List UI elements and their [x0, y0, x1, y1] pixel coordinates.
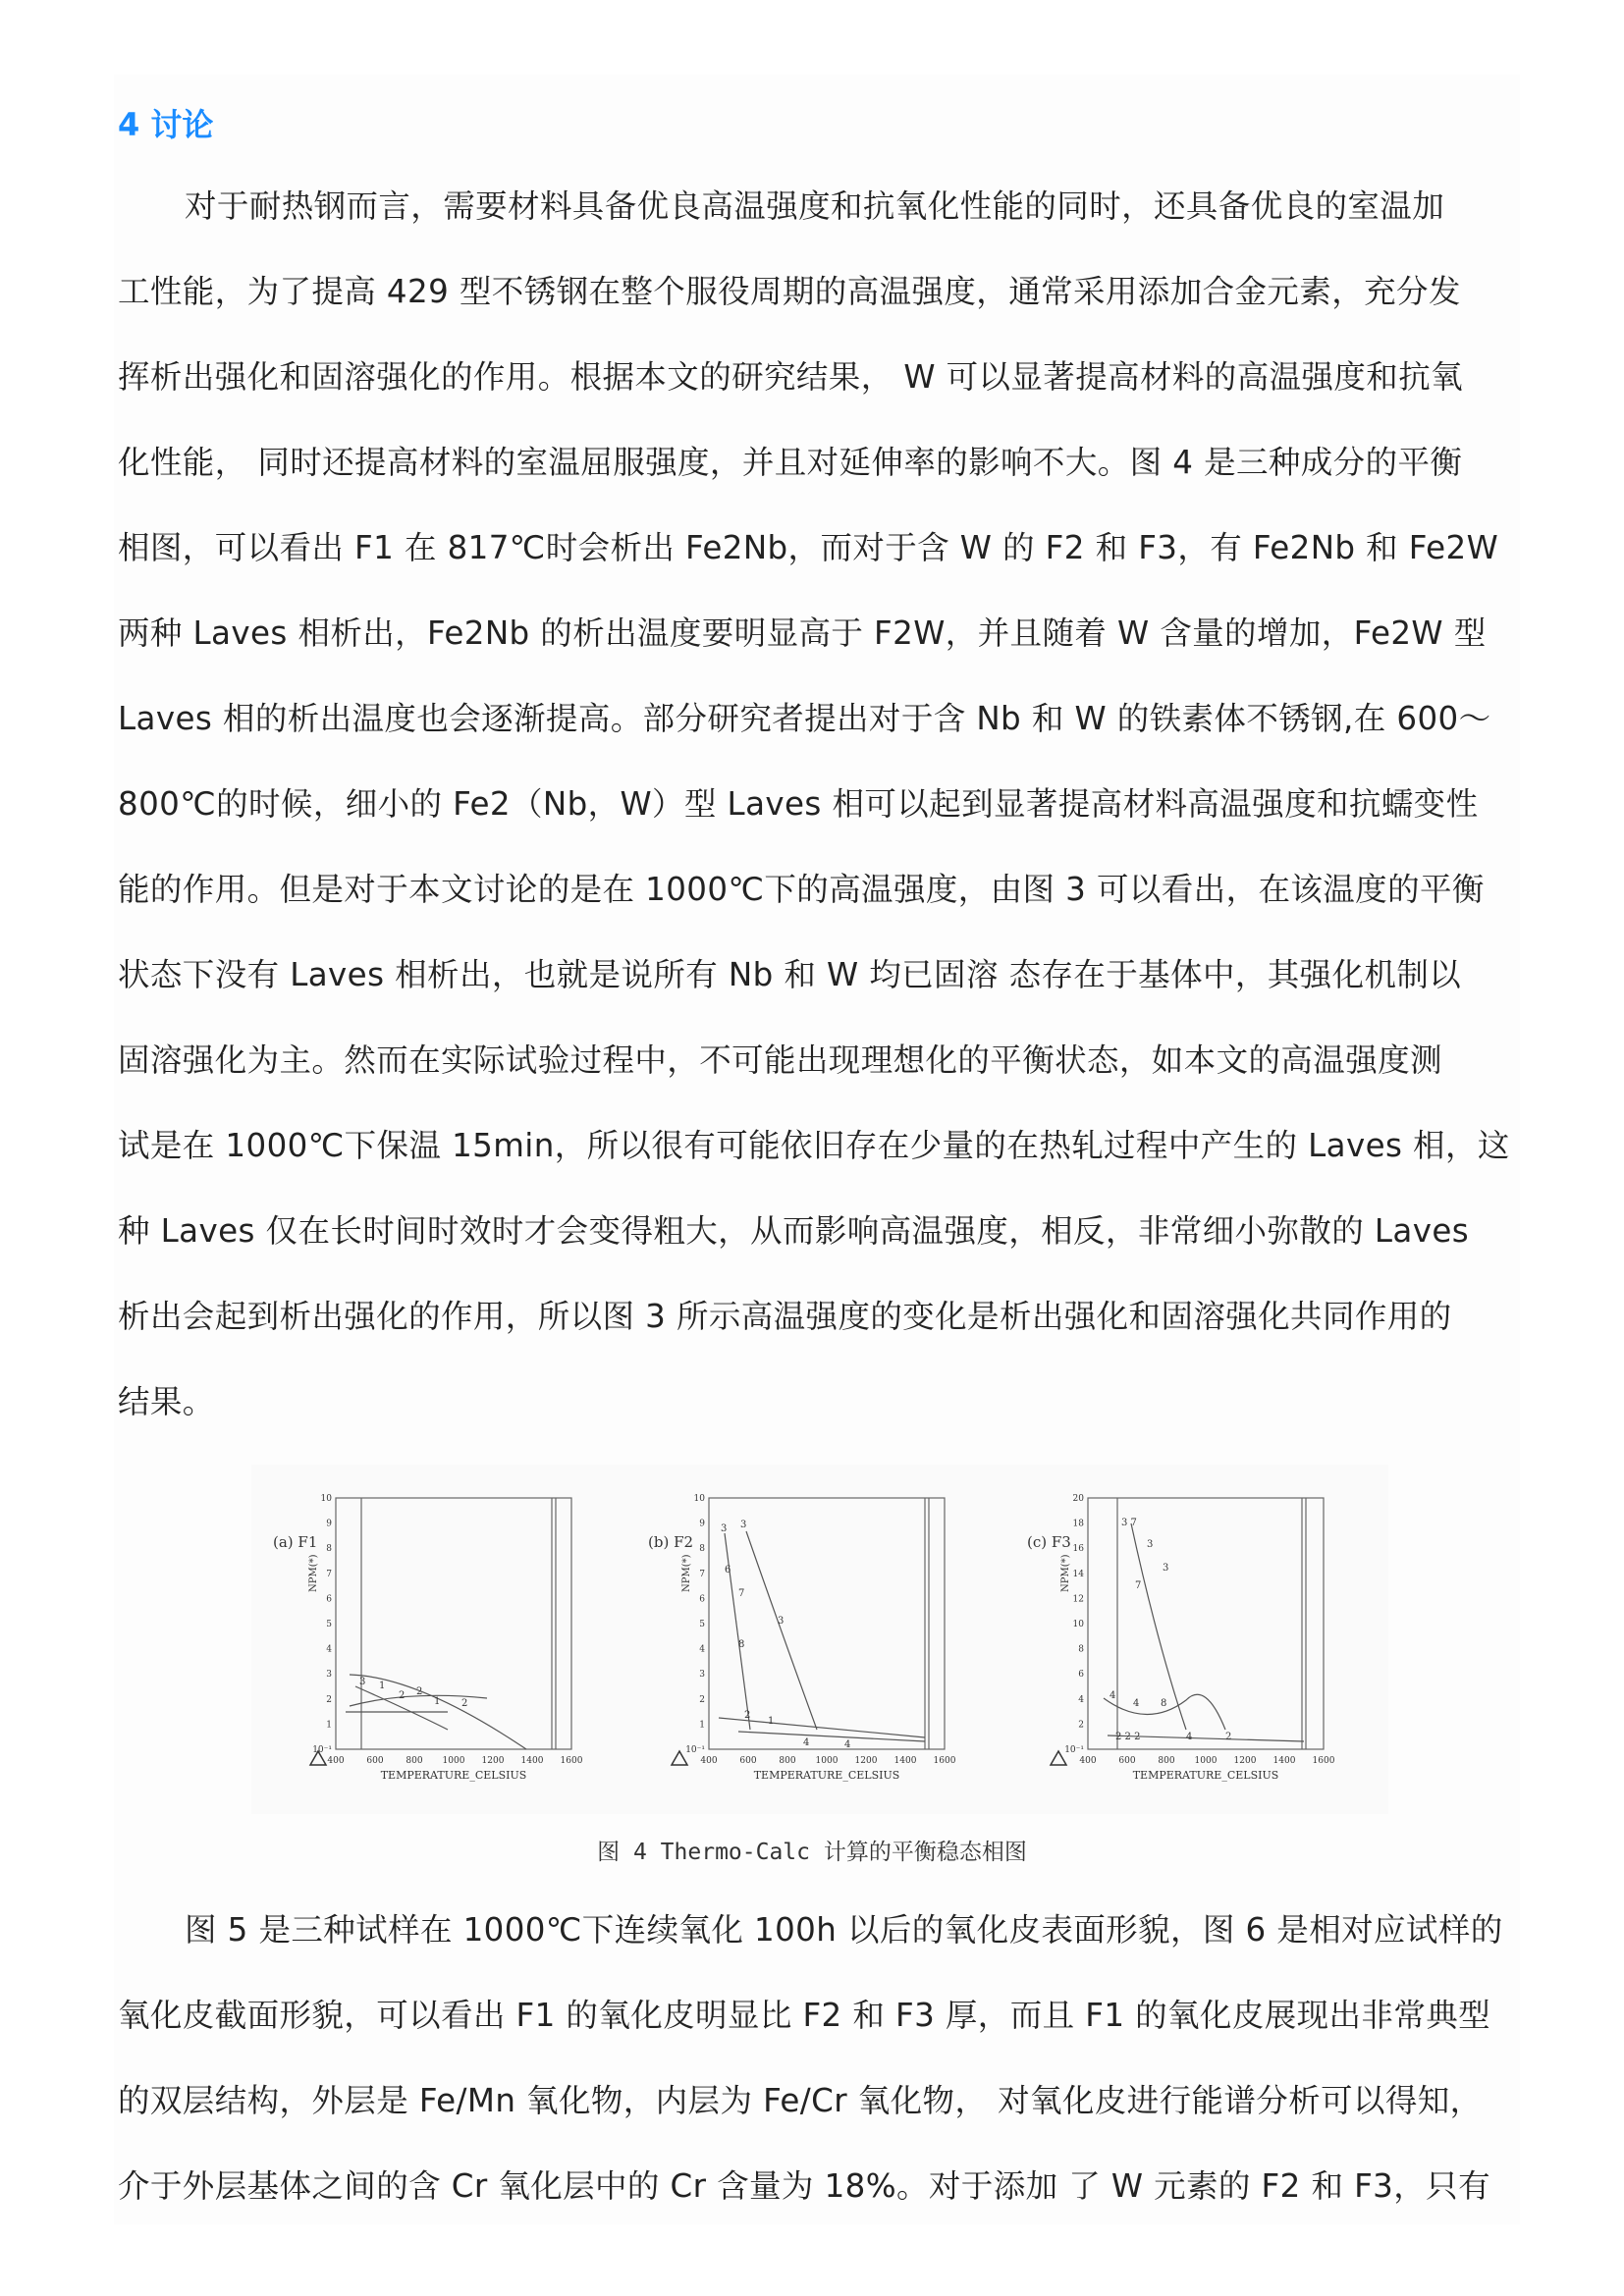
y-tick-label: 2 [699, 1694, 705, 1705]
y-tick-label: 5 [699, 1620, 705, 1629]
phase-diagram-f2 [630, 1465, 1009, 1814]
figure-4 [251, 1465, 1388, 1814]
y-tick-label: 7 [326, 1569, 332, 1579]
text-line: 试是在 1000℃下保温 15min，所以很有可能依旧存在少量的在热轧过程中产生的 Laves 相，这 [118, 1127, 1510, 1164]
y-tick-label: 10 [693, 1494, 705, 1504]
svg-text:4: 4 [1110, 1690, 1116, 1701]
svg-text:3: 3 [1163, 1563, 1169, 1574]
svg-text:4: 4 [803, 1737, 810, 1748]
section-heading: 4 讨论 [118, 106, 214, 143]
x-tick-label: 1000 [1194, 1756, 1218, 1766]
x-tick-label: 1200 [854, 1756, 878, 1766]
svg-text:2: 2 [1225, 1732, 1232, 1742]
x-tick-label: 1600 [1312, 1756, 1335, 1766]
svg-text:1: 1 [379, 1681, 386, 1691]
y-tick-label: 3 [699, 1670, 705, 1681]
text-line: 的双层结构，外层是 Fe/Mn 氧化物，内层为 Fe/Cr 氧化物， 对氧化皮进行能谱分析可以得知， [118, 2082, 1483, 2119]
y-tick-label: 3 [326, 1670, 332, 1681]
y-tick-label: 18 [1072, 1519, 1084, 1529]
x-tick-label: 1600 [560, 1756, 583, 1766]
x-tick-label: 1400 [520, 1756, 544, 1766]
panel-label: (c) F3 [1027, 1533, 1071, 1551]
text-line: 析出会起到析出强化的作用，所以图 3 所示高温强度的变化是析出强化和固溶强化共同作用的 [118, 1298, 1452, 1335]
x-tick-label: 400 [1079, 1756, 1097, 1766]
y-tick-label: 16 [1072, 1544, 1084, 1555]
svg-text:6: 6 [725, 1565, 731, 1575]
svg-text:8: 8 [738, 1639, 745, 1650]
svg-text:7: 7 [1135, 1580, 1142, 1591]
y-tick-label: 8 [699, 1544, 705, 1555]
y-tick-label: 4 [1078, 1694, 1084, 1705]
text-line: 氧化皮截面形貌，可以看出 F1 的氧化皮明显比 F2 和 F3 厚，而且 F1 的氧化皮展现出非常典型 [118, 1997, 1491, 2034]
x-tick-label: 400 [700, 1756, 718, 1766]
text-line: 结果。 [118, 1383, 215, 1420]
text-line: 化性能， 同时还提高材料的室温屈服强度，并且对延伸率的影响不大。图 4 是三种成分的平衡 [118, 444, 1463, 481]
y-tick-label: 20 [1072, 1494, 1084, 1504]
y-tick-label: 4 [699, 1644, 705, 1655]
svg-text:3: 3 [721, 1523, 728, 1534]
x-tick-label: 1000 [815, 1756, 839, 1766]
y-tick-label: 2 [326, 1694, 332, 1705]
y-tick-label: 10 [1072, 1620, 1084, 1629]
text-line: 两种 Laves 相析出，Fe2Nb 的析出温度要明显高于 F2W，并且随着 W 含量的增加，Fe2W 型 [118, 614, 1487, 652]
x-tick-label: 1200 [1233, 1756, 1257, 1766]
y-tick-label: 10⁻¹ [1064, 1745, 1084, 1755]
x-tick-label: 1400 [893, 1756, 917, 1766]
x-tick-label: 400 [327, 1756, 345, 1766]
x-axis-label: TEMPERATURE_CELSIUS [380, 1769, 527, 1782]
phase-diagram-f3 [1009, 1465, 1388, 1814]
phase-diagram-f1 [251, 1465, 630, 1814]
svg-text:7: 7 [738, 1588, 745, 1599]
svg-text:2 2 2: 2 2 2 [1115, 1732, 1141, 1742]
x-tick-label: 800 [1158, 1756, 1175, 1766]
svg-text:2: 2 [416, 1686, 423, 1697]
x-tick-label: 600 [366, 1756, 384, 1766]
text-line: 介于外层基体之间的含 Cr 氧化层中的 Cr 含量为 18%。对于添加 了 W 元素的 F2 和 F3，只有 [118, 2167, 1490, 2205]
x-tick-label: 1600 [933, 1756, 956, 1766]
text-line: Laves 相的析出温度也会逐渐提高。部分研究者提出对于含 Nb 和 W 的铁素体不锈钢,在 600～ [118, 700, 1491, 737]
x-tick-label: 600 [739, 1756, 757, 1766]
text-line: 工性能，为了提高 429 型不锈钢在整个服役周期的高温强度，通常采用添加合金元素，充分发 [118, 273, 1461, 310]
y-tick-label: 7 [699, 1569, 705, 1579]
paragraph-discussion [118, 164, 1520, 1445]
svg-text:2: 2 [744, 1710, 751, 1721]
svg-text:3: 3 [778, 1616, 785, 1627]
text-line: 挥析出强化和固溶强化的作用。根据本文的研究结果， W 可以显著提高材料的高温强度和抗氧 [118, 358, 1463, 396]
y-axis-label: NPM(*) [1060, 1554, 1071, 1592]
y-axis-label: NPM(*) [681, 1554, 692, 1592]
x-tick-label: 600 [1118, 1756, 1136, 1766]
y-tick-label: 9 [326, 1519, 332, 1529]
svg-text:4: 4 [1186, 1732, 1193, 1742]
x-tick-label: 1200 [481, 1756, 505, 1766]
panel-label: (a) F1 [273, 1533, 318, 1551]
y-tick-label: 9 [699, 1519, 705, 1529]
x-tick-label: 800 [406, 1756, 423, 1766]
y-tick-label: 6 [326, 1594, 332, 1605]
text-line: 图 5 是三种试样在 1000℃下连续氧化 100h 以后的氧化皮表面形貌，图 6 是相对应试样的 [185, 1911, 1503, 1949]
x-axis-label: TEMPERATURE_CELSIUS [753, 1769, 900, 1782]
text-line: 固溶强化为主。然而在实际试验过程中，不可能出现理想化的平衡状态，如本文的高温强度测 [118, 1041, 1442, 1079]
text-line: 状态下没有 Laves 相析出，也就是说所有 Nb 和 W 均已固溶 态存在于基体中，其强化机制以 [118, 956, 1462, 993]
y-tick-label: 6 [1078, 1670, 1084, 1681]
y-tick-label: 12 [1072, 1594, 1084, 1605]
svg-text:2: 2 [461, 1698, 468, 1709]
svg-text:1: 1 [768, 1716, 775, 1727]
y-tick-label: 8 [326, 1544, 332, 1555]
y-tick-label: 5 [326, 1620, 332, 1629]
svg-text:1: 1 [434, 1696, 441, 1707]
y-tick-label: 10⁻¹ [685, 1745, 705, 1755]
text-line: 相图，可以看出 F1 在 817℃时会析出 Fe2Nb，而对于含 W 的 F2 和 F3，有 Fe2Nb 和 Fe2W [118, 529, 1499, 566]
text-line: 种 Laves 仅在长时间时效时才会变得粗大，从而影响高温强度，相反，非常细小弥散的 Laves [118, 1212, 1470, 1250]
y-axis-label: NPM(*) [308, 1554, 319, 1592]
svg-text:3: 3 [359, 1677, 366, 1687]
svg-text:2: 2 [399, 1690, 406, 1701]
y-tick-label: 10⁻¹ [312, 1745, 332, 1755]
svg-text:8: 8 [1161, 1698, 1167, 1709]
y-tick-label: 8 [1078, 1644, 1084, 1655]
svg-text:3: 3 [1147, 1539, 1154, 1550]
text-line: 800℃的时候，细小的 Fe2（Nb，W）型 Laves 相可以起到显著提高材料高温强度和抗蠕变性 [118, 785, 1479, 823]
y-tick-label: 2 [1078, 1720, 1084, 1731]
x-axis-label: TEMPERATURE_CELSIUS [1132, 1769, 1279, 1782]
svg-text:3: 3 [740, 1520, 747, 1530]
y-tick-label: 6 [699, 1594, 705, 1605]
svg-text:3 7: 3 7 [1121, 1518, 1137, 1528]
x-tick-label: 1000 [442, 1756, 465, 1766]
y-tick-label: 10 [320, 1494, 332, 1504]
svg-text:4: 4 [1133, 1698, 1140, 1709]
svg-text:4: 4 [844, 1739, 851, 1750]
y-tick-label: 4 [326, 1644, 332, 1655]
y-tick-label: 1 [326, 1720, 332, 1731]
panel-label: (b) F2 [648, 1533, 694, 1551]
x-tick-label: 1400 [1272, 1756, 1296, 1766]
figure-caption: 图 4 Thermo-Calc 计算的平衡稳态相图 [597, 1840, 1027, 1865]
text-line: 对于耐热钢而言，需要材料具备优良高温强度和抗氧化性能的同时，还具备优良的室温加 [185, 187, 1445, 225]
y-tick-label: 1 [699, 1720, 705, 1731]
text-line: 能的作用。但是对于本文讨论的是在 1000℃下的高温强度，由图 3 可以看出，在该温度的平衡 [118, 871, 1485, 908]
x-tick-label: 800 [779, 1756, 796, 1766]
paragraph-oxidation [118, 1888, 1520, 2229]
y-tick-label: 14 [1072, 1569, 1084, 1579]
